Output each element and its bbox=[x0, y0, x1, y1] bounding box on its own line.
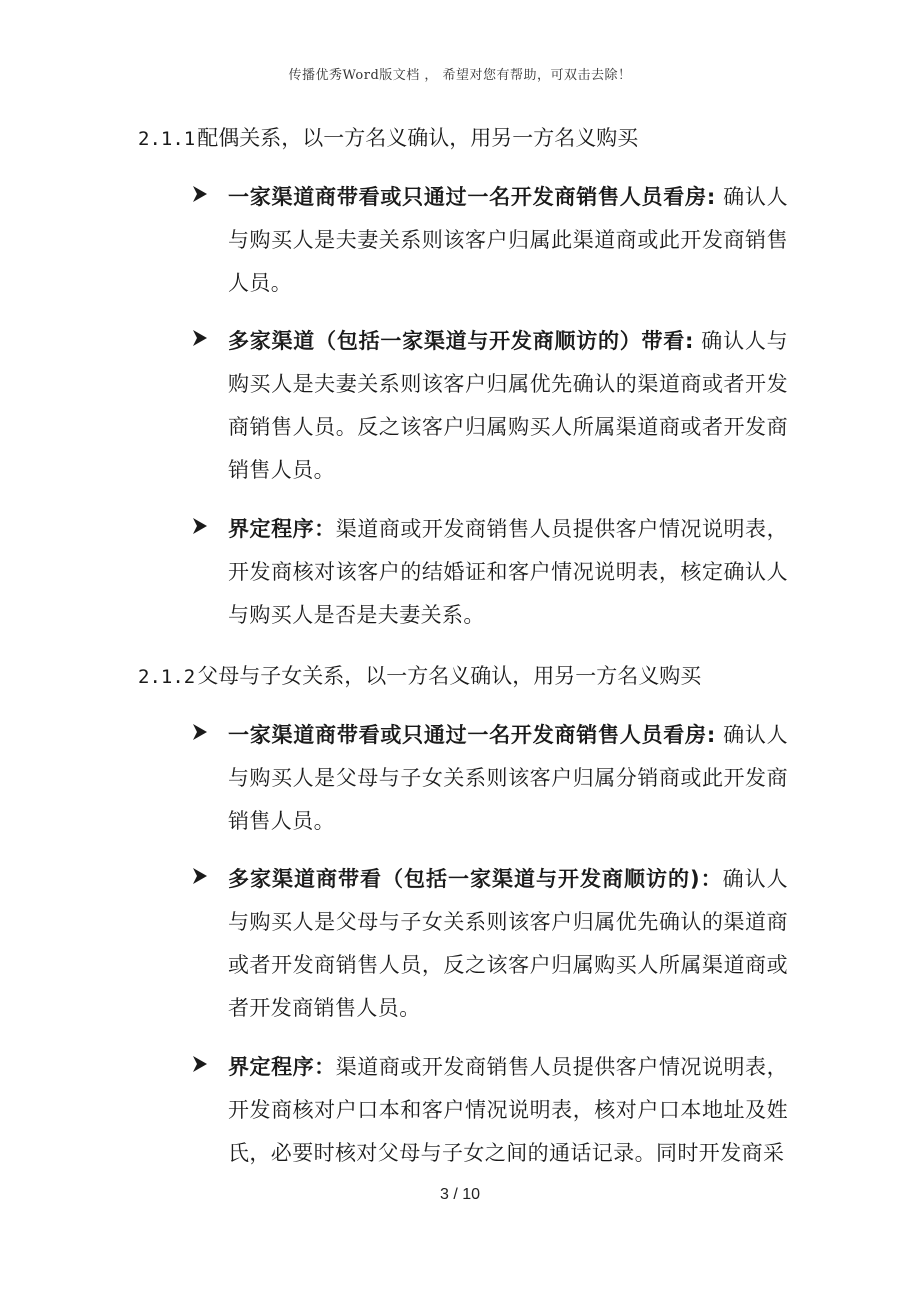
list-item-text bbox=[228, 1046, 788, 1175]
list-item bbox=[191, 508, 791, 637]
arrow-bullet-icon bbox=[191, 184, 209, 204]
arrow-bullet-icon bbox=[191, 516, 209, 536]
list-item-body: 确认人与购买人是夫妻关系则该客户归属此渠道商或此开发商销售人员。 bbox=[228, 185, 788, 295]
section-number: 2.1.2 bbox=[138, 666, 196, 688]
arrow-bullet-icon bbox=[191, 1054, 209, 1074]
section-number: 2.1.1 bbox=[138, 128, 196, 150]
section-heading-2-1-2 bbox=[138, 662, 701, 691]
section-heading-2-1-1 bbox=[138, 124, 638, 153]
list-item-lead: 多家渠道商带看（包括一家渠道与开发商顺访的)： bbox=[228, 867, 723, 891]
list-item bbox=[191, 176, 791, 305]
list-item-lead: 多家渠道（包括一家渠道与开发商顺访的）带看: bbox=[228, 329, 694, 353]
list-item-body: 确认人与购买人是夫妻关系则该客户归属优先确认的渠道商或者开发商销售人员。反之该客户归属购买人所属渠道商或者开发商销售人员。 bbox=[228, 329, 788, 482]
list-item-text bbox=[228, 714, 788, 843]
section-title: 配偶关系，以一方名义确认，用另一方名义购买 bbox=[197, 126, 639, 150]
list-item-lead: 一家渠道商带看或只通过一名开发商销售人员看房: bbox=[228, 723, 716, 747]
list-item-body: 渠道商或开发商销售人员提供客户情况说明表，开发商核对户口本和客户情况说明表，核对户口本地址及姓氏，必要时核对父母与子女之间的通话记录。同时开发商采 bbox=[228, 1055, 788, 1165]
list-item bbox=[191, 714, 791, 843]
page-number: 3 / 10 bbox=[439, 1186, 481, 1203]
arrow-bullet-icon bbox=[191, 722, 209, 742]
list-item-text bbox=[228, 320, 788, 492]
list-item-body: 确认人与购买人是父母与子女关系则该客户归属分销商或此开发商销售人员。 bbox=[228, 723, 788, 833]
list-item bbox=[191, 320, 791, 492]
list-item-lead: 界定程序： bbox=[228, 1055, 336, 1079]
list-item-lead: 界定程序： bbox=[228, 517, 336, 541]
list-item bbox=[191, 858, 791, 1030]
list-item-body: 渠道商或开发商销售人员提供客户情况说明表，开发商核对该客户的结婚证和客户情况说明表，核定确认人与购买人是否是夫妻关系。 bbox=[228, 517, 788, 627]
list-item-body: 确认人与购买人是父母与子女关系则该客户归属优先确认的渠道商或者开发商销售人员，反之该客户归属购买人所属渠道商或者开发商销售人员。 bbox=[228, 867, 789, 1020]
list-item-lead: 一家渠道商带看或只通过一名开发商销售人员看房: bbox=[228, 185, 716, 209]
header-note: 传播优秀Word版文档 ， 希望对您有帮助，可双击去除！ bbox=[288, 68, 632, 83]
arrow-bullet-icon bbox=[191, 328, 209, 348]
list-item-text bbox=[228, 858, 788, 1030]
arrow-bullet-icon bbox=[191, 866, 209, 886]
list-item bbox=[191, 1046, 791, 1175]
section-title: 父母与子女关系，以一方名义确认，用另一方名义购买 bbox=[197, 664, 702, 688]
list-item-text bbox=[228, 176, 788, 305]
list-item-text bbox=[228, 508, 788, 637]
